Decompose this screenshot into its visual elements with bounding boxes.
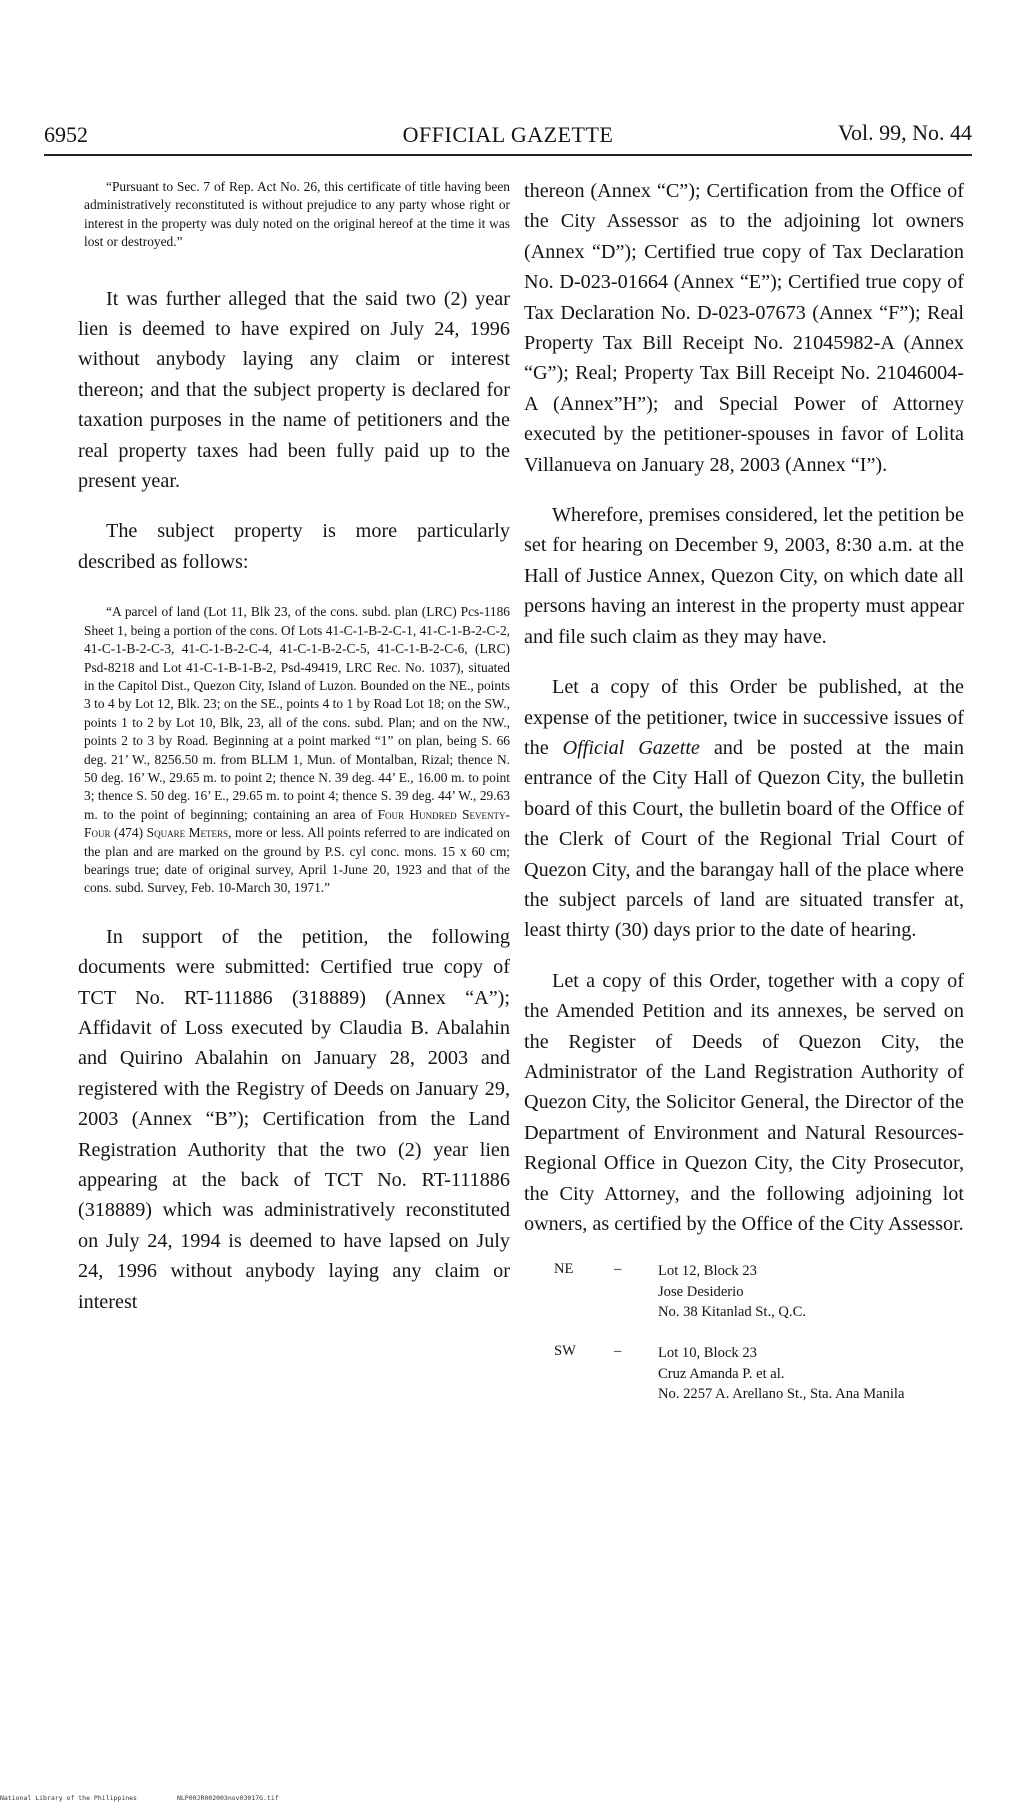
owner-details: [658, 1261, 978, 1323]
paragraph-documents-text: In support of the petition, the following documents were submitted: Certified true copy of TCT No. RT-111886 (318889) (Annex “A”); Affidavit of Loss executed by Claudia B. Abalahin and Quirino Abalahin on January 28, 2003 and registered with the Registry of Deeds on January 29, 2003 (Annex “B”); Certification from the Land Registration Authority that the two (2) year lien appearing at the back of TCT No. RT-111886 (318889) which was administratively reconstituted on July 24, 1994 is deemed to have lapsed on July 24, 1996 without anybody laying any claim or interest: [78, 925, 510, 1313]
paragraph-publication-text: [524, 672, 964, 946]
owner-direction: NE: [554, 1261, 574, 1278]
owner-details: [658, 1343, 978, 1405]
owner-entry-sw: [524, 1341, 964, 1411]
right-column: [524, 176, 964, 1411]
paragraph-service-text: Let a copy of this Order, together with a copy of the Amended Petition and its annexes, be served on the Register of Deeds of Quezon City, the Administrator of the Land Registration Authority of Quezon City, the Solicitor General, the Director of the Department of Environment and Natural Resources-Regional Office in Quezon City, the City Prosecutor, the City Attorney, and the following adjoining lot owners, as certified by the Office of the City Assessor.: [524, 969, 964, 1235]
owner-name: Jose Desiderio: [658, 1283, 744, 1300]
owner-dash: –: [614, 1261, 622, 1278]
quote-certificate-text: “Pursuant to Sec. 7 of Rep. Act No. 26, this certificate of title having been administratively reconstituted is without prejudice to any party whose right or interest in the property was duly noted on the original hereof at the time it was lost or destroyed.”: [84, 179, 510, 250]
owner-name: Cruz Amanda P. et al.: [658, 1365, 785, 1382]
paragraph-publication-part-b: and be posted at the main entrance of the City Hall of Quezon City, the bulletin board of this Court, the bulletin board of the Office of the Clerk of Court of the Regional Trial Court of Quezon City, and the barangay hall of the place where the subject parcels of land are situated transfer at, least thirty (30) days prior to the date of hearing.: [524, 736, 964, 942]
header-rule: [44, 154, 972, 156]
quote-certificate: [84, 178, 510, 252]
quote-td-unit-words: Square Meters: [146, 825, 229, 841]
quote-td-area-words: Four Hundred Seventy-Four: [84, 806, 510, 841]
paragraph-description-intro-text: The subject property is more particularly described as follows:: [78, 520, 510, 573]
paragraph-annexes-text: thereon (Annex “C”); Certification from the Office of the City Assessor as to the adjoining lot owners (Annex “D”); Certified true copy of Tax Declaration No. D-023-01664 (Annex “E”); Certified true copy of Tax Declaration No. D-023-07673 (Annex “F”); Real Property Tax Bill Receipt No. 21045982-A (Annex “G”); Real; Property Tax Bill Receipt No. 21046004-A (Annex”H”); and Special Power of Attorney executed by the petitioner-spouses in favor of Lolita Villanueva on January 28, 2003 (Annex “I”).: [524, 180, 964, 476]
quote-technical-description: [84, 603, 510, 898]
owner-lot: Lot 12, Block 23: [658, 1263, 757, 1280]
scan-footer: [0, 1794, 319, 1802]
paragraph-publication: [524, 672, 964, 946]
paragraph-documents: [78, 922, 510, 1317]
quote-td-part-c: , more or less. All points referred to are indicated on the plan and are marked on the ground by P.S. cyl conc. mons. 15 x 60 cm; bearings true; date of original survey, April 1-June 20, 1923 and that of the cons. subd. Survey, Feb. 10-March 30, 1971.”: [84, 825, 510, 896]
owner-address: No. 38 Kitanlad St., Q.C.: [658, 1304, 806, 1321]
paragraph-wherefore-text: Wherefore, premises considered, let the petition be set for hearing on December 9, 2003, 8:30 a.m. at the Hall of Justice Annex, Quezon City, on which date all persons having an interest in the property must appear and file such claim as they may have.: [524, 504, 964, 648]
adjoining-owners-list: [524, 1259, 964, 1411]
quote-td-part-a: “A parcel of land (Lot 11, Blk 23, of the cons. subd. plan (LRC) Pcs-1186 Sheet 1, being a portion of the cons. Of Lots 41-C-1-B-2-C-1, 41-C-1-B-2-C-2, 41-C-1-B-2-C-3, 41-C-1-B-2-C-4, 41-C-1-B-2-C-5, 41-C-1-B-2-C-6, (LRC) Psd-8218 and Lot 41-C-1-B-1-B-2, Psd-49419, LRC Rec. No. 1037), situated in the Capitol Dist., Quezon City, Island of Luzon. Bounded on the NE., points 3 to 4 by Lot 12, Blk. 23; on the SE., points 4 to 1 by Road Lot 18; on the SW., points 1 to 2 by Lot 10, Blk, 23, all of the cons. subd. Plan; and on the NW., points 2 to 3 by Road. Beginning at a point marked “1” on plan, being S. 66 deg. 21’ W., 8256.50 m. from BLLM 1, Mun. of Montalban, Rizal; thence N. 50 deg. 16’ W., 29.65 m. to point 2; thence N. 39 deg. 44’ E., 16.00 m. to point 3; thence S. 50 deg. 16’ E., 29.65 m. to point 4; thence S. 39 deg. 44’ W., 29.63 m. to the point of beginning; containing an area of: [84, 604, 510, 822]
owner-direction: SW: [554, 1343, 576, 1360]
page-number: 6952: [44, 122, 88, 147]
paragraph-annexes: [524, 176, 964, 480]
paragraph-description-intro: [78, 516, 510, 577]
footer-library: National Library of the Philippines: [0, 1794, 137, 1802]
quote-td-part-b: (474): [110, 825, 147, 841]
left-column: [78, 178, 510, 1317]
paragraph-publication-part-a: Let a copy of this Order be published, at the expense of the petitioner, twice in successive issues of the: [524, 676, 964, 759]
owner-dash: –: [614, 1343, 622, 1360]
footer-filename: NLP00JR002003nov03017G.tif: [176, 1794, 279, 1802]
paragraph-lien-text: It was further alleged that the said two (2) year lien is deemed to have expired on July 24, 1996 without anybody laying any claim or interest thereon; and that the subject property is declared for taxation purposes in the name of petitioners and the real property taxes had been fully paid up to the present year.: [78, 287, 510, 493]
quote-technical-description-text: [84, 603, 510, 898]
owner-address: No. 2257 A. Arellano St., Sta. Ana Manila: [658, 1386, 905, 1403]
paragraph-service: [524, 966, 964, 1240]
owner-entry-ne: [524, 1259, 964, 1329]
page-header: [44, 118, 972, 154]
owner-lot: Lot 10, Block 23: [658, 1345, 757, 1362]
gazette-name: Official Gazette: [562, 736, 700, 759]
publication-title: OFFICIAL GAZETTE: [402, 122, 614, 147]
paragraph-wherefore: [524, 500, 964, 652]
paragraph-lien: [78, 284, 510, 497]
volume-number: Vol. 99, No. 44: [837, 120, 972, 145]
